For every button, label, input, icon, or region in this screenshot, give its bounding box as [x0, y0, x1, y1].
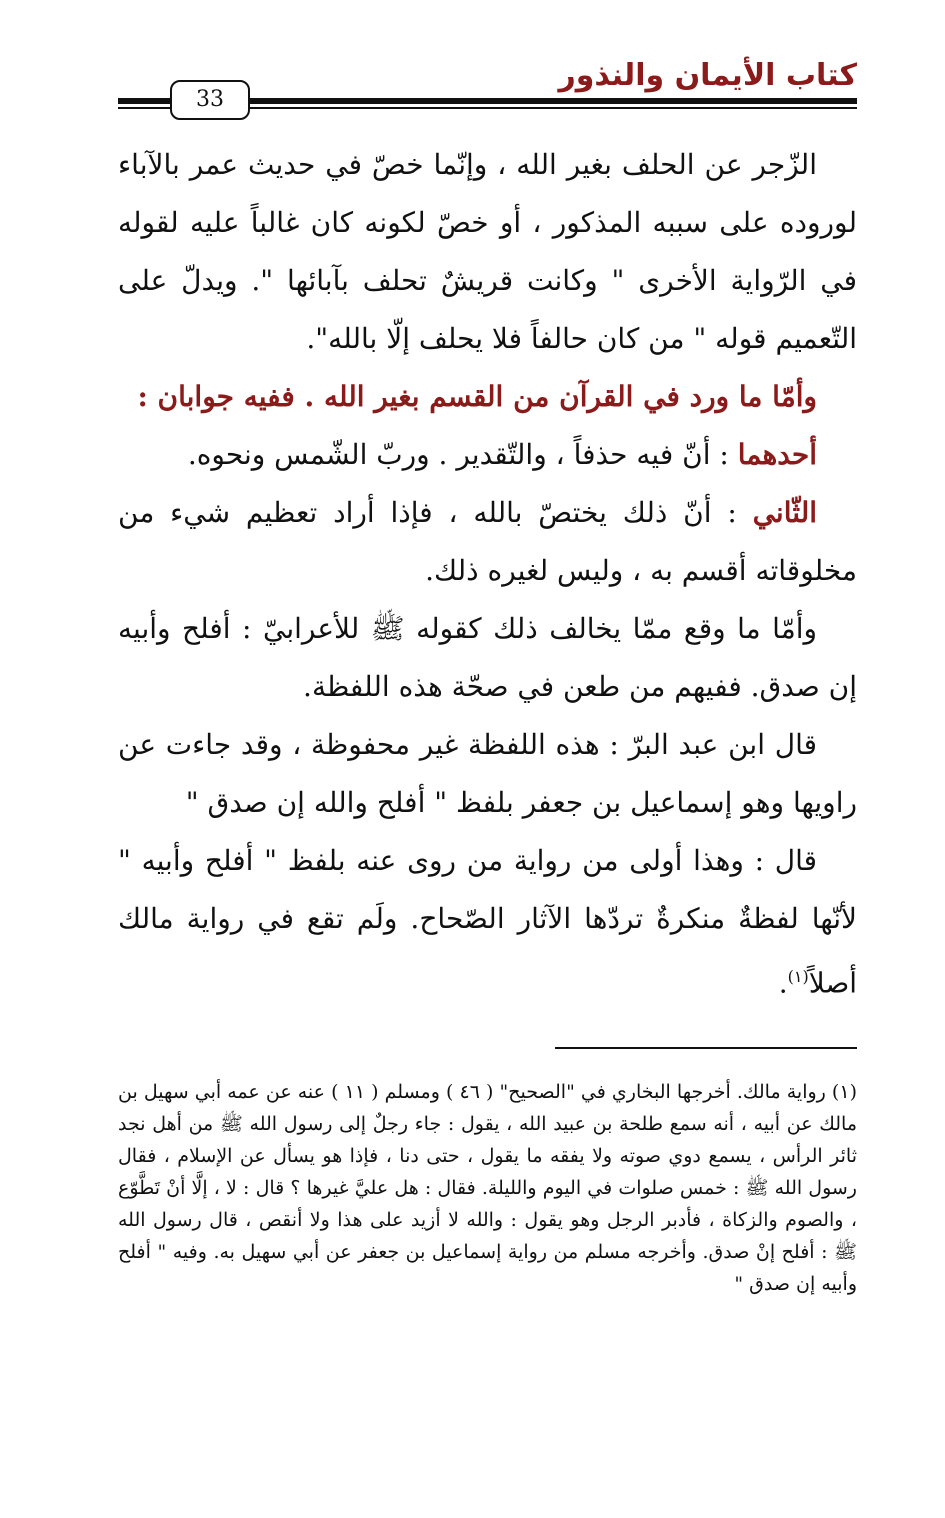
paragraph-6-text: قال : وهذا أولى من رواية من روى عنه بلفظ " أفلح وأبيه " لأنّها لفظةٌ منكرةٌ تردّها الآثار الصّحاح. ولَم تقع في رواية مالك أصلاً	[118, 844, 857, 1000]
running-header-title: كتاب الأيمان والنذور	[558, 58, 857, 93]
first-answer-text: : أنّ فيه حذفاً ، والتّقدير . وربّ الشّمس ونحوه.	[187, 438, 738, 471]
first-answer-label: أحدهما	[737, 438, 817, 471]
page-number: 33	[170, 80, 250, 120]
paragraph-6	[118, 832, 857, 1012]
footnote-separator	[555, 1047, 857, 1049]
main-text	[118, 136, 857, 1012]
second-answer-text: : أنّ ذلك يختصّ بالله ، فإذا أراد تعظيم شيء من مخلوقاته أقسم به ، وليس لغيره ذلك.	[118, 496, 857, 587]
paragraph-6-end: .	[778, 966, 788, 1000]
paragraph-1: الزّجر عن الحلف بغير الله ، وإنّما خصّ في حديث عمر بالآباء لوروده على سببه المذكور ، أو خصّ لكونه كان غالباً عليه لقوله في الرّواية الأخرى " وكانت قريشٌ تحلف بآبائها ". ويدلّ على التّعميم قوله " من كان حالفاً فلا يحلف إلّا بالله".	[118, 148, 857, 355]
paragraph-second-answer	[118, 484, 857, 600]
footnotes	[118, 1076, 857, 1300]
section-heading: وأمّا ما ورد في القرآن من القسم بغير الله . ففيه جوابان :	[137, 380, 817, 413]
paragraph-4: وأمّا ما وقع ممّا يخالف ذلك كقوله ﷺ للأعرابيّ : أفلح وأبيه إن صدق. ففيهم من طعن في صحّة هذه اللفظة.	[118, 612, 857, 703]
footnote-1: (١) رواية مالك. أخرجها البخاري في "الصحيح" ( ٤٦ ) ومسلم ( ١١ ) عنه عن عمه أبي سهيل بن مالك عن أبيه ، أنه سمع طلحة بن عبيد الله ، يقول : جاء رجلٌ إلى رسول الله ﷺ من أهل نجد ثائر الرأس ، يسمع دوي صوته ولا يفقه ما يقول ، حتى دنا ، فإذا هو يسأل عن الإسلام ، فقال رسول الله ﷺ : خمس صلوات في اليوم والليلة. فقال : هل عليَّ غيرها ؟ قال : لا ، إلَّا أنْ تَطَّوّع ، والصوم والزكاة ، فأدبر الرجل وهو يقول : والله لا أزيد على هذا ولا أنقص ، قال رسول الله ﷺ : أفلح إنْ صدق. وأخرجه مسلم من رواية إسماعيل بن جعفر عن أبي سهيل به. وفيه " أفلح وأبيه إن صدق "	[118, 1081, 857, 1295]
footnote-reference[interactable]: (١)	[787, 967, 809, 986]
paragraph-5: قال ابن عبد البرّ : هذه اللفظة غير محفوظة ، وقد جاءت عن راويها وهو إسماعيل بن جعفر بلفظ " أفلح والله إن صدق "	[118, 728, 857, 819]
paragraph-first-answer	[118, 426, 857, 484]
second-answer-label: الثّاني	[752, 496, 817, 529]
